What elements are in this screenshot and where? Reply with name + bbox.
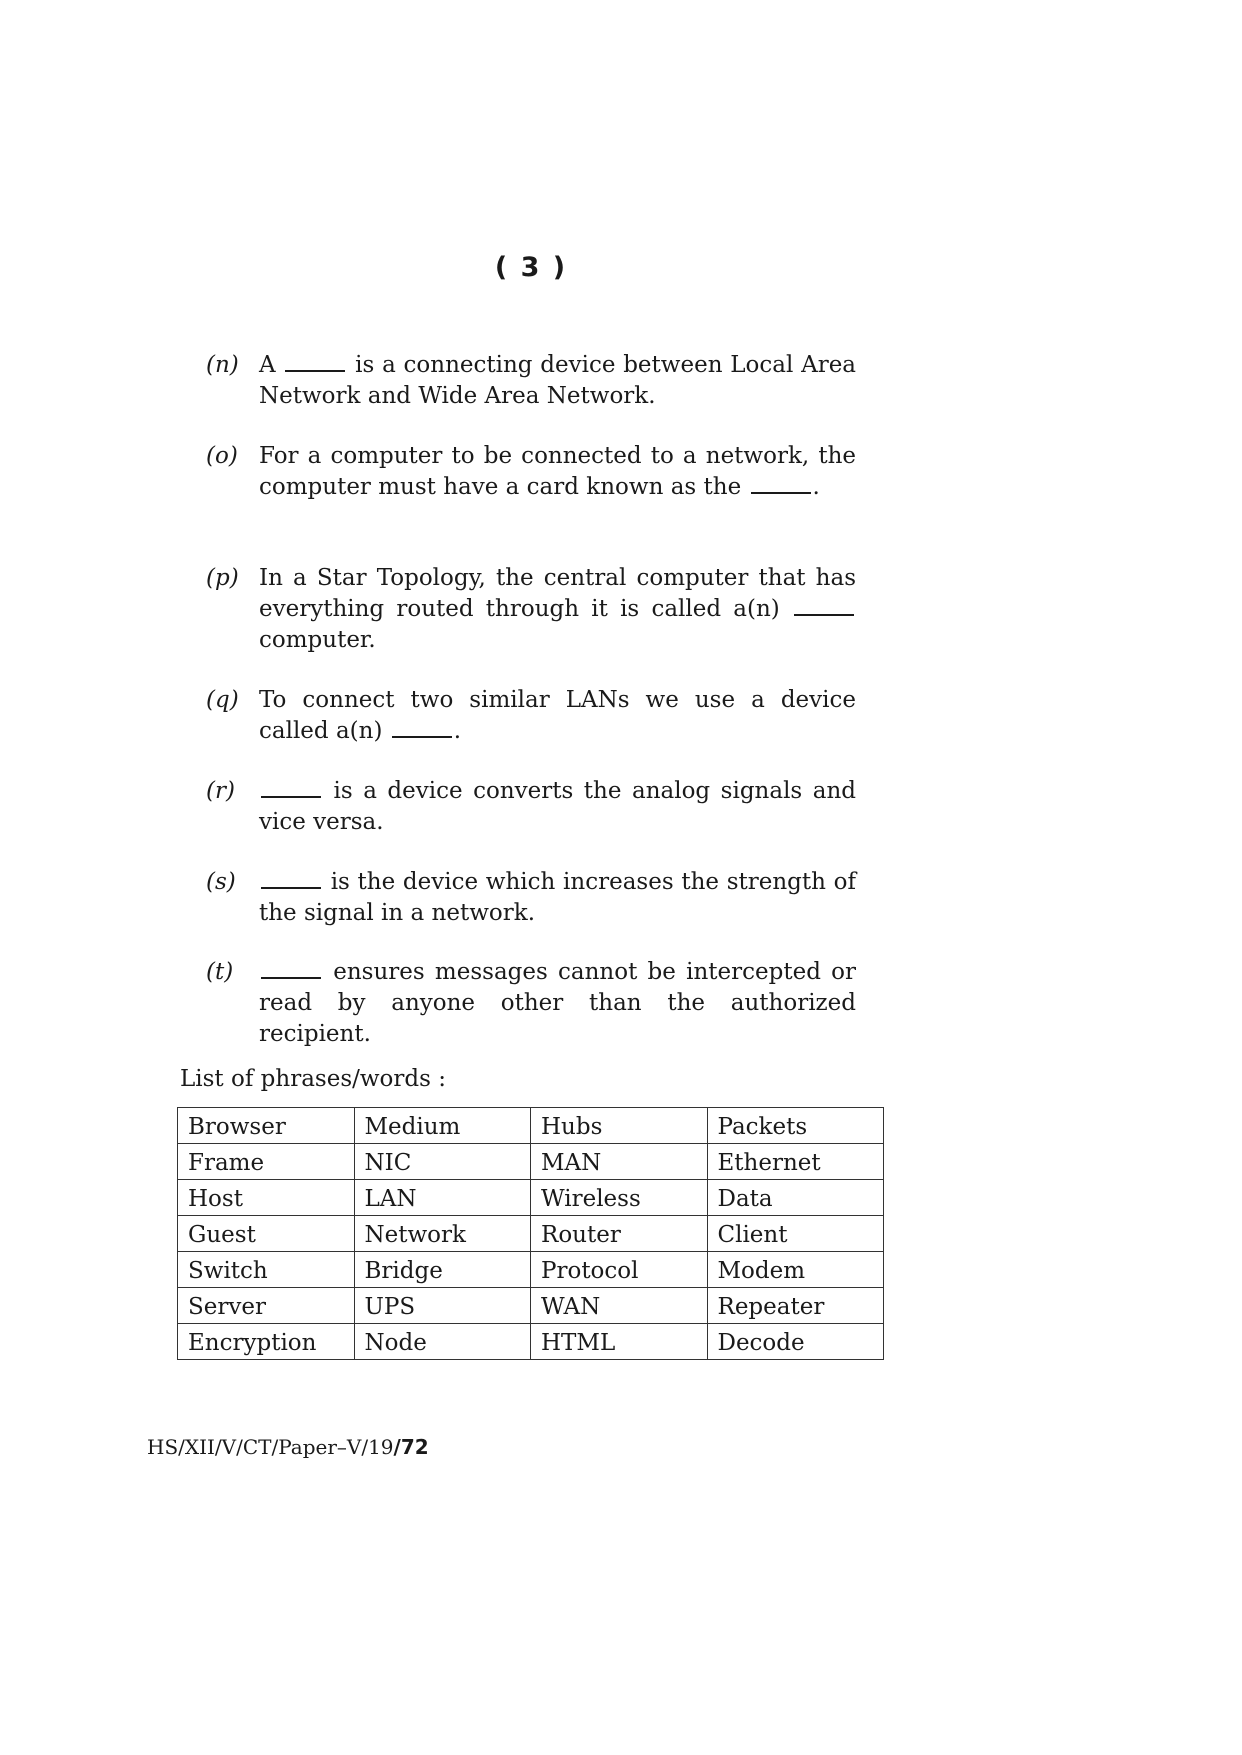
question-o [206,441,856,503]
answer-blank [751,472,811,494]
answer-blank [261,867,321,889]
table-cell: WAN [531,1288,708,1324]
paper-code-suffix: /72 [393,1435,429,1459]
question-n [206,350,856,412]
table-cell: Hubs [531,1108,708,1144]
table-cell: Encryption [178,1324,355,1360]
table-cell: Wireless [531,1180,708,1216]
table-cell: Guest [178,1216,355,1252]
answer-blank [392,716,452,738]
table-cell: Modem [707,1252,884,1288]
table-cell: Switch [178,1252,355,1288]
question-label: (s) [206,869,236,895]
table-cell: Ethernet [707,1144,884,1180]
table-cell: Decode [707,1324,884,1360]
table-row [178,1144,884,1180]
table-cell: MAN [531,1144,708,1180]
word-table [177,1107,884,1360]
table-row [178,1180,884,1216]
question-label: (n) [206,352,239,378]
table-cell: Repeater [707,1288,884,1324]
question-label: (t) [206,959,234,985]
answer-blank [261,957,321,979]
page-number: ( 3 ) [494,252,568,283]
answer-blank [261,776,321,798]
table-cell: Protocol [531,1252,708,1288]
table-cell: Router [531,1216,708,1252]
table-row [178,1288,884,1324]
table-cell: Medium [354,1108,531,1144]
list-title: List of phrases/words : [180,1066,446,1092]
table-cell: Network [354,1216,531,1252]
table-cell: Data [707,1180,884,1216]
question-label: (o) [206,443,238,469]
table-row [178,1108,884,1144]
table-cell: Server [178,1288,355,1324]
question-text: In a Star Topology, the central computer that has everything routed through it is called a(n) computer. [259,565,856,653]
table-cell: Frame [178,1144,355,1180]
paper-code-footer [147,1435,429,1459]
answer-blank [285,350,345,372]
question-label: (p) [206,565,239,591]
question-p [206,563,856,656]
question-q [206,685,856,747]
question-text: A is a connecting device between Local Area Network and Wide Area Network. [259,352,857,409]
question-text: is the device which increases the strength of the signal in a network. [259,869,856,926]
table-cell: Node [354,1324,531,1360]
table-cell: NIC [354,1144,531,1180]
table-row [178,1216,884,1252]
table-cell: Browser [178,1108,355,1144]
table-row [178,1252,884,1288]
table-row [178,1324,884,1360]
question-text: is a device converts the analog signals and vice versa. [259,778,856,835]
question-label: (r) [206,778,235,804]
table-cell: Packets [707,1108,884,1144]
table-cell: UPS [354,1288,531,1324]
question-r [206,776,856,838]
question-t [206,957,856,1050]
paper-code: HS/XII/V/CT/Paper–V/19 [147,1435,394,1459]
table-cell: LAN [354,1180,531,1216]
answer-blank [794,594,854,616]
table-cell: Client [707,1216,884,1252]
table-cell: HTML [531,1324,708,1360]
question-s [206,867,856,929]
question-label: (q) [206,687,239,713]
table-cell: Host [178,1180,355,1216]
table-cell: Bridge [354,1252,531,1288]
question-text: To connect two similar LANs we use a device called a(n) . [259,687,856,744]
question-text: For a computer to be connected to a network, the computer must have a card known as the . [259,443,856,500]
question-text: ensures messages cannot be intercepted or read by anyone other than the authorized recipient. [259,959,856,1047]
